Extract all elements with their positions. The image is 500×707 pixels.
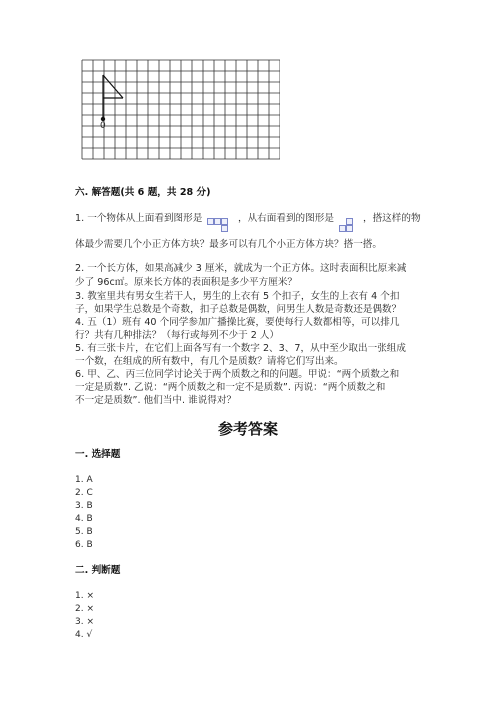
judge-answer: 2. × (75, 604, 94, 614)
judge-answer: 4. √ (75, 630, 93, 640)
q4-line2: 行？共有几种排法？（每行或每列不少于 2 人） (75, 330, 280, 341)
choice-answer: 5. B (75, 527, 93, 537)
q1-line2: 体最少需要几个小正方体方块？最多可以有几个小正方体方块？搭一搭。 (75, 239, 382, 250)
grid-figure (70, 58, 280, 163)
judge-answer: 3. × (75, 617, 94, 627)
cube-square (346, 218, 353, 225)
q6-line1: 6. 甲、乙、丙三位同学讨论关于两个质数之和的问题。甲说：“两个质数之和 (75, 369, 400, 380)
judge-answer: 1. × (75, 591, 94, 601)
q2-line2: 少了 96c㎡。原来长方体的表面积是多少平方厘米？ (75, 277, 298, 288)
cube-square (207, 218, 214, 225)
q6-line3: 不一定是质数”. 他们当中. 谁说得对？ (75, 395, 237, 406)
q6-line2: 一定是质数”. 乙说：“两个质数之和一定不是质数”. 丙说：“两个质数之和 (75, 382, 386, 393)
q5-line2: 一个数，在组成的所有数中，有几个是质数？请将它们写出来。 (75, 356, 344, 367)
cube-square (221, 225, 228, 232)
section-6-heading: 六. 解答题(共 6 题，共 28 分) (75, 187, 211, 198)
choice-answer: 2. C (75, 488, 93, 498)
choice-answer: 6. B (75, 540, 93, 550)
answers-title: 参考答案 (218, 420, 279, 438)
q5-line1: 5. 有三张卡片，在它们上面各写有一个数字 2、3、7，从中至少取出一张组成 (75, 343, 406, 354)
choice-answer: 1. A (75, 475, 93, 485)
q1-part3: ，搭这样的物 (363, 213, 421, 224)
choice-heading: 一. 选择题 (75, 449, 121, 460)
right-view-shape (339, 218, 359, 236)
judge-heading: 二. 判断题 (75, 565, 121, 576)
q1-part1: 1. 一个物体从上面看到图形是 (75, 213, 203, 224)
q2-line1: 2. 一个长方体，如果高减少 3 厘米，就成为一个正方体。这时表面积比原来减 (75, 263, 407, 274)
choice-answer: 3. B (75, 501, 93, 511)
cube-square (221, 218, 228, 225)
q3-line1: 3. 教室里共有男女生若干人，男生的上衣有 5 个扣子，女生的上衣有 4 个扣 (75, 291, 400, 302)
q1-part2: ，从右面看到的图形是 (238, 213, 334, 224)
cube-square (346, 225, 353, 232)
cube-square (339, 225, 346, 232)
choice-answer: 4. B (75, 514, 93, 524)
figure-diagonal-line (103, 75, 123, 98)
q3-line2: 子，如果学生总数是个奇数，扣子总数是偶数，问男生人数是奇数还是偶数？ (75, 304, 402, 315)
cube-square (214, 218, 221, 225)
q4-line1: 4. 五（1）班有 40 个同学参加广播操比赛，要使每行人数都相等，可以排几 (75, 317, 400, 328)
top-view-shape (207, 218, 235, 236)
origin-label: 0 (100, 121, 106, 131)
